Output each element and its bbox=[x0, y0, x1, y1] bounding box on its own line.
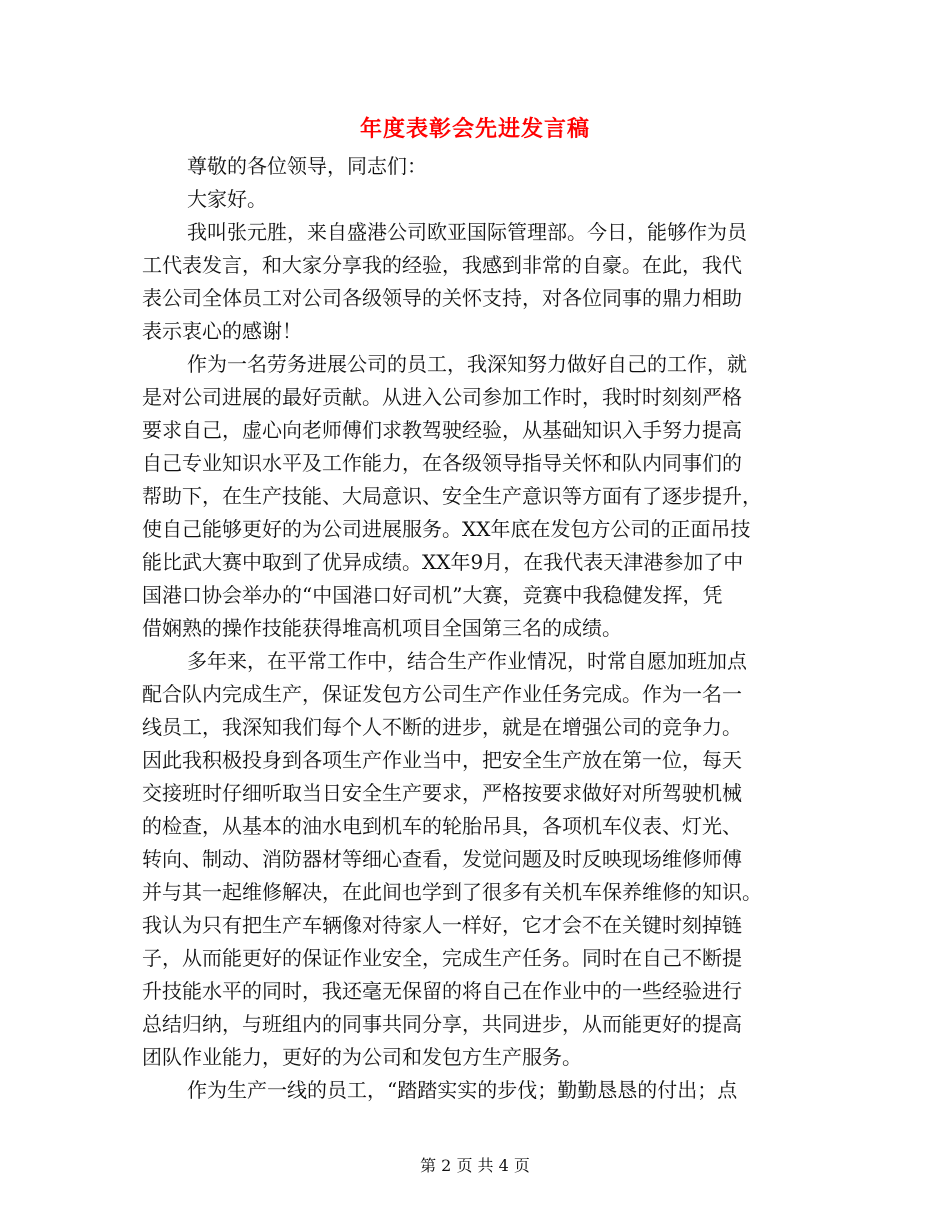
text-line: 自己专业知识水平及工作能力，在各级领导指导关怀和队内同事们的 bbox=[142, 451, 742, 475]
text-line: 大家好。 bbox=[187, 187, 267, 211]
text-line: 使自己能够更好的为公司进展服务。XX年底在发包方公司的正面吊技 bbox=[142, 517, 751, 541]
text-line: 团队作业能力，更好的为公司和发包方生产服务。 bbox=[142, 1045, 582, 1069]
text-line: 工代表发言，和大家分享我的经验，我感到非常的自豪。在此，我代 bbox=[142, 253, 742, 277]
text-line: 我叫张元胜，来自盛港公司欧亚国际管理部。今日，能够作为员 bbox=[187, 220, 747, 244]
text-line: 国港口协会举办的“中国港口好司机”大赛，竞赛中我稳健发挥，凭 bbox=[142, 583, 723, 607]
text-line: 尊敬的各位领导，同志们： bbox=[187, 154, 427, 178]
text-line: 交接班时仔细听取当日安全生产要求，严格按要求做好对所驾驶机械 bbox=[142, 781, 742, 805]
text-line: 表公司全体员工对公司各级领导的关怀支持，对各位同事的鼎力相助 bbox=[142, 286, 742, 310]
document-title: 年度表彰会先进发言稿 bbox=[359, 116, 590, 142]
text-line: 多年来，在平常工作中，结合生产作业情况，时常自愿加班加点 bbox=[187, 649, 747, 673]
text-line: 线员工，我深知我们每个人不断的进步，就是在增强公司的竞争力。 bbox=[142, 715, 742, 739]
text-line: 我认为只有把生产车辆像对待家人一样好，它才会不在关键时刻掉链 bbox=[142, 913, 742, 937]
text-line: 表示衷心的感谢！ bbox=[142, 319, 302, 343]
text-line: 并与其一起维修解决，在此间也学到了很多有关机车保养维修的知识。 bbox=[142, 880, 762, 904]
text-line: 作为生产一线的员工，“踏踏实实的步伐；勤勤恳恳的付出；点 bbox=[187, 1078, 738, 1102]
text-line: 是对公司进展的最好贡献。从进入公司参加工作时，我时时刻刻严格 bbox=[142, 385, 742, 409]
text-line: 能比武大赛中取到了优异成绩。XX年9月，在我代表天津港参加了中 bbox=[142, 550, 744, 574]
text-line: 借娴熟的操作技能获得堆高机项目全国第三名的成绩。 bbox=[142, 616, 622, 640]
text-line: 升技能水平的同时，我还毫无保留的将自己在作业中的一些经验进行 bbox=[142, 979, 742, 1003]
page-footer: 第 2 页 共 4 页 bbox=[420, 1156, 530, 1175]
text-line: 帮助下，在生产技能、大局意识、安全生产意识等方面有了逐步提升， bbox=[142, 484, 762, 508]
text-line: 子，从而能更好的保证作业安全，完成生产任务。同时在自己不断提 bbox=[142, 946, 742, 970]
text-line: 作为一名劳务进展公司的员工，我深知努力做好自己的工作，就 bbox=[187, 352, 747, 376]
document-body bbox=[142, 150, 808, 1107]
text-line: 因此我积极投身到各项生产作业当中，把安全生产放在第一位，每天 bbox=[142, 748, 742, 772]
text-line: 配合队内完成生产，保证发包方公司生产作业任务完成。作为一名一 bbox=[142, 682, 742, 706]
text-line: 转向、制动、消防器材等细心查看，发觉问题及时反映现场维修师傅 bbox=[142, 847, 742, 871]
text-line: 要求自己，虚心向老师傅们求教驾驶经验，从基础知识入手努力提高 bbox=[142, 418, 742, 442]
text-line: 的检查，从基本的油水电到机车的轮胎吊具，各项机车仪表、灯光、 bbox=[142, 814, 742, 838]
text-line: 总结归纳，与班组内的同事共同分享，共同进步，从而能更好的提高 bbox=[142, 1012, 742, 1036]
